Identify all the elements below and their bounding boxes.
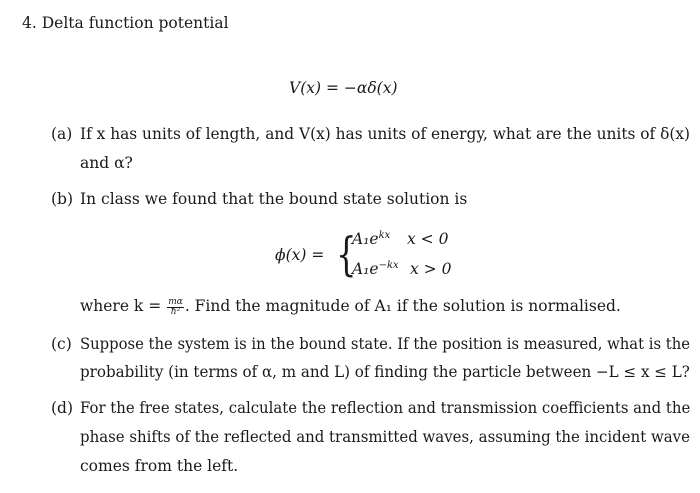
part-d-line1: For the free states, calculate the reflection and transmission coefficients and the [80,399,691,417]
part-d-line3: comes from the left. [80,457,239,475]
part-d-line2: phase shifts of the reflected and transmitted waves, assuming the incident wave [80,428,690,446]
piecewise-brace: { [336,227,357,281]
where-prefix: where k = [80,297,162,315]
part-c-label: (c) [51,335,72,353]
case2-expression: $A_1e^{-kx}$ [352,259,399,278]
part-b-label: (b) [51,190,74,208]
k-fraction [167,298,184,317]
problem-number: 4. [22,14,37,32]
part-c-line1: Suppose the system is in the bound state. If the position is measured, what is the [80,335,690,353]
case1-condition: x < 0 [407,230,449,248]
part-c-line2: probability (in terms of α, m and L) of finding the particle between −L ≤ x ≤ L? [80,363,690,381]
k-denominator: ħ² [170,306,181,317]
part-a-label: (a) [51,125,73,143]
potential-equation: V(x) = −αδ(x) [289,79,398,97]
part-a-line1: If x has units of length, and V(x) has units of energy, what are the units of δ(x) [80,125,691,143]
part-a-line2: and α? [80,154,133,172]
part-b-line1: In class we found that the bound state solution is [80,190,468,208]
where-suffix: . Find the magnitude of A₁ if the solution is normalised. [184,297,621,315]
problem-title: Delta function potential [41,14,229,32]
phi-lhs: ϕ(x) = [275,246,325,264]
part-d-label: (d) [51,399,74,417]
k-numerator: mα [168,296,183,307]
case2-condition: x > 0 [410,260,452,278]
part-b-where-line [80,296,621,317]
problem-heading [22,13,229,33]
case1-expression: $A_1e^{kx}$ [352,229,391,248]
